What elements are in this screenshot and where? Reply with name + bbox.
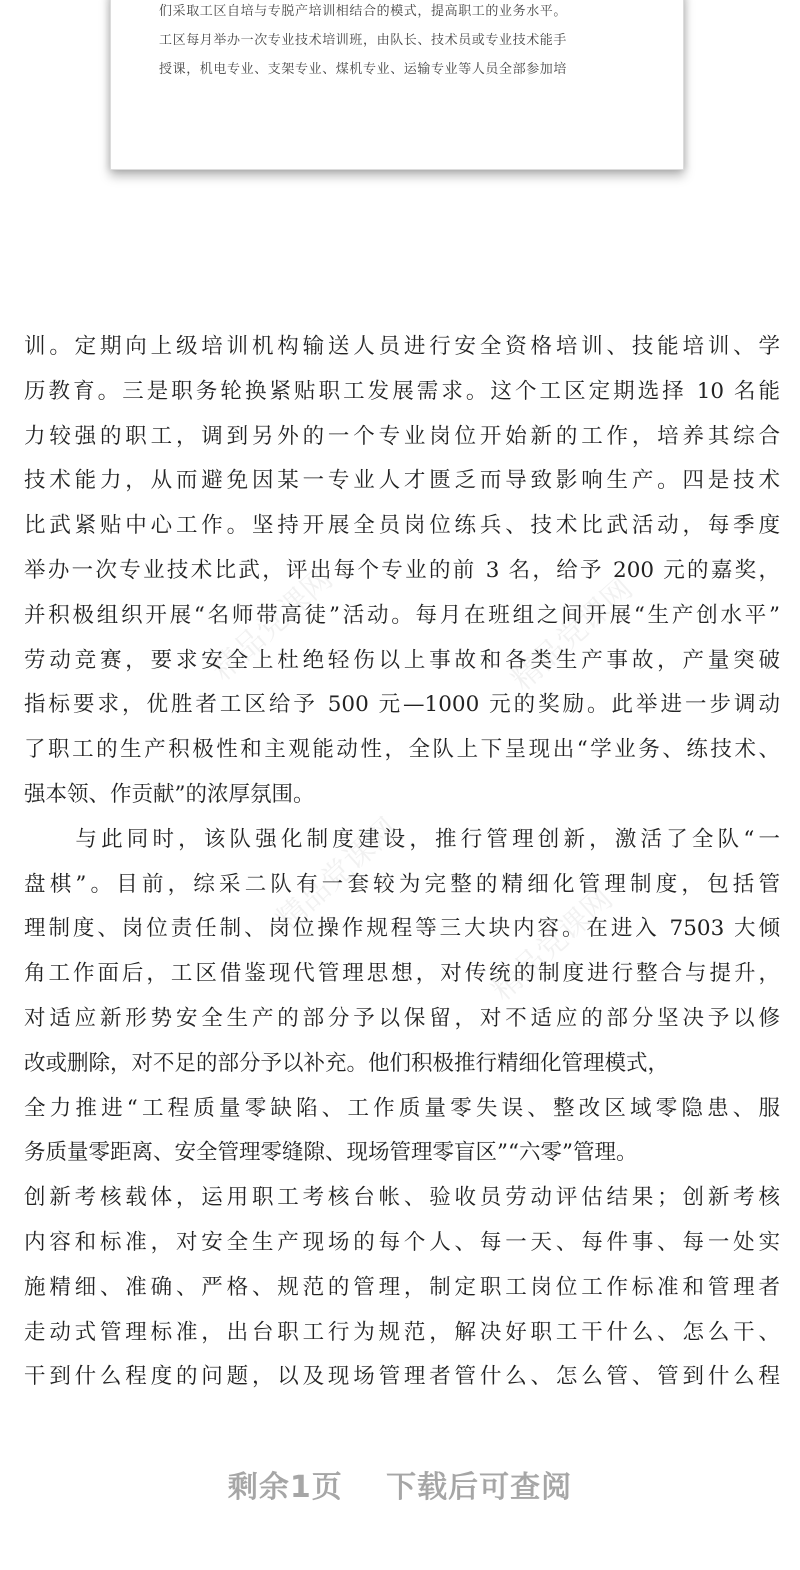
preview-line: 们采取工区自培与专脱产培训相结合的模式，提高职工的业务水平。: [159, 4, 568, 19]
body-line: 施精细、准确、严格、规范的管理，制定职工岗位工作标准和管理者: [24, 1274, 780, 1300]
watermark: 精品党课网: [204, 561, 340, 688]
body-line: 了职工的生产积极性和主观能动性，全队上下呈现出“学业务、练技术、: [24, 737, 780, 763]
preview-line: 工区每月举办一次专业技术培训班，由队长、技术员或专业技术能手: [159, 33, 568, 48]
preview-text: [159, 0, 649, 84]
body-line: 务质量零距离、安全管理零缝隙、现场管理零盲区”“六零”管理。: [24, 1140, 638, 1166]
body-line: 改或删除，对不足的部分予以补充。他们积极推行精细化管理模式，: [24, 1050, 670, 1076]
body-line: 历教育。三是职务轮换紧贴职工发展需求。这个工区定期选择 10 名能: [24, 378, 780, 404]
body-line: 并积极组织开展“名师带高徒”活动。每月在班组之间开展“生产创水平”: [24, 602, 780, 628]
body-line: 盘棋”。目前，综采二队有一套较为完整的精细化管理制度，包括管: [24, 871, 780, 897]
download-to-read-banner[interactable]: [0, 1462, 800, 1506]
watermark: 精品党课网: [504, 571, 640, 698]
body-line: 举办一次专业技术比武，评出每个专业的前 3 名，给予 200 元的嘉奖，: [24, 557, 780, 583]
body-line: 力较强的职工，调到另外的一个专业岗位开始新的工作，培养其综合: [24, 423, 780, 449]
body-line: 训。定期向上级培训机构输送人员进行安全资格培训、技能培训、学: [24, 334, 780, 359]
body-line: 劳动竞赛，要求安全上杜绝轻伤以上事故和各类生产事故，产量突破: [24, 647, 780, 673]
body-line: 创新考核载体，运用职工考核台帐、验收员劳动评估结果；创新考核: [24, 1185, 780, 1211]
watermark: 精品党课网: [269, 811, 405, 938]
body-line: 走动式管理标准，出台职工行为规范，解决好职工干什么、怎么干、: [24, 1319, 780, 1345]
body-line: 指标要求，优胜者工区给予 500 元—1000 元的奖励。此举进一步调动: [24, 692, 780, 718]
body-line: 理制度、岗位责任制、岗位操作规程等三大块内容。在进入 7503 大倾: [24, 916, 780, 942]
body-line: 与此同时，该队强化制度建设，推行管理创新，激活了全队“一: [24, 826, 780, 852]
remaining-pages-label: 剩余1页: [227, 1470, 343, 1505]
body-line: 对适应新形势安全生产的部分予以保留，对不适应的部分坚决予以修: [24, 1005, 780, 1031]
body-line: 角工作面后，工区借鉴现代管理思想，对传统的制度进行整合与提升，: [24, 961, 780, 987]
body-line: 技术能力，从而避免因某一专业人才匮乏而导致影响生产。四是技术: [24, 468, 780, 494]
body-line: 强本领、作贡献”的浓厚氛围。: [24, 781, 315, 807]
download-to-view-label[interactable]: 下载后可查阅: [386, 1470, 573, 1505]
body-line: 内容和标准，对安全生产现场的每个人、每一天、每件事、每一处实: [24, 1229, 780, 1255]
watermark: 精品党课网: [484, 881, 620, 1008]
body-line: 干到什么程度的问题，以及现场管理者管什么、怎么管、管到什么程: [24, 1364, 780, 1390]
preview-line: 授课，机电专业、支架专业、煤机专业、运输专业等人员全部参加培: [159, 62, 568, 77]
body-line: 全力推进“工程质量零缺陷、工作质量零失误、整改区域零隐患、服: [24, 1095, 780, 1121]
document-body: [24, 325, 780, 1400]
body-line: 比武紧贴中心工作。坚持开展全员岗位练兵、技术比武活动，每季度: [24, 513, 780, 539]
preview-page-card: [110, 0, 684, 170]
